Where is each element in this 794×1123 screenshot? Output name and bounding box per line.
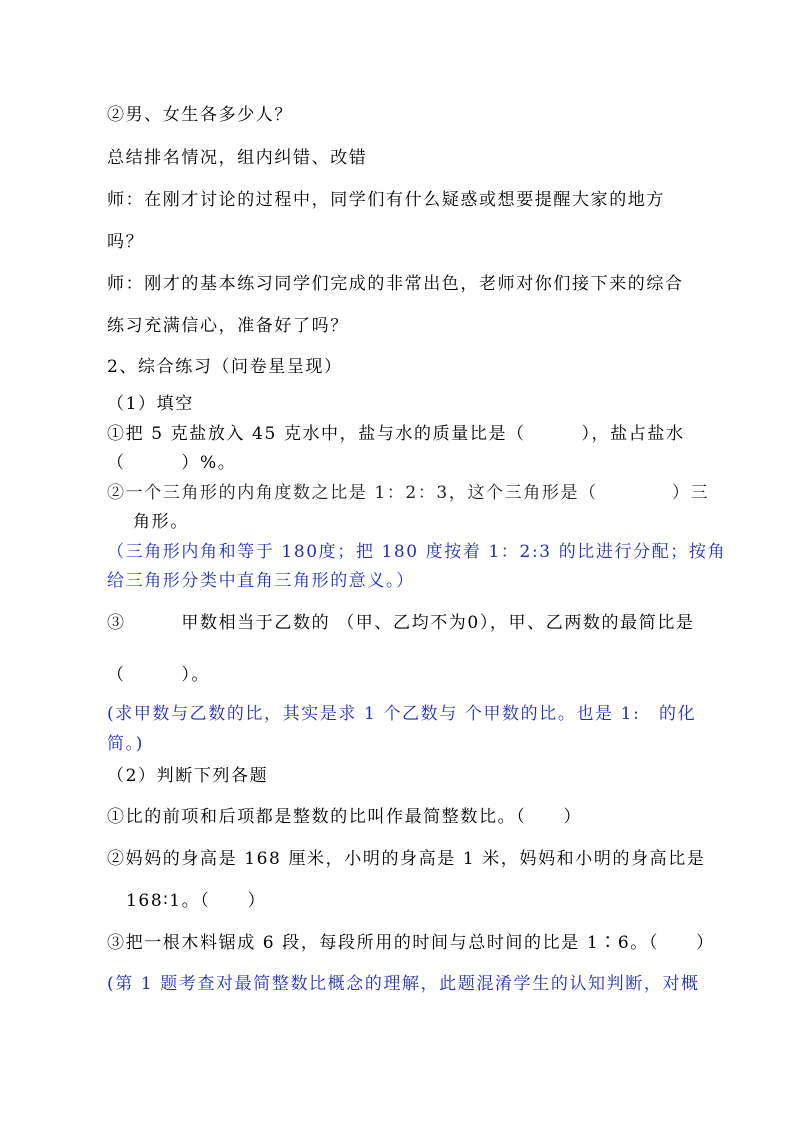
judge-q2-line2: 168∶1。（ ） [126,891,267,911]
fill-q3-line1: ③ 甲数相当于乙数的 （甲、乙均不为0），甲、乙两数的最简比是 [107,613,695,633]
note-q2-line2: 给三角形分类中直角三角形的意义。） [107,571,415,591]
fill-q1-line1: ①把 5 克盐放入 45 克水中，盐与水的质量比是（ ），盐占盐水 [107,424,685,444]
subsection-fill-blank: （1）填空 [107,394,194,414]
judge-q2-line1: ②妈妈的身高是 168 厘米，小明的身高是 1 米，妈妈和小明的身高比是 [107,849,706,869]
judge-q3: ③把一根木料锯成 6 段，每段所用的时间与总时间的比是 1∶6。（ ） [107,933,715,953]
teacher-line-1a: 师：在刚才讨论的过程中，同学们有什么疑惑或想要提醒大家的地方 [107,190,665,210]
section-heading-comprehensive: 2、综合练习（问卷星呈现） [107,357,343,377]
teacher-line-2b: 练习充满信心，准备好了吗？ [107,316,349,336]
fill-q2-line1: ②一个三角形的内角度数之比是 1：2：3，这个三角形是（ ）三 [107,483,710,503]
fill-q2-line2: 角形。 [133,512,189,532]
note-q3-line1: (求甲数与乙数的比，其实是求 1 个乙数与 个甲数的比。也是 1: 的化 [107,704,697,724]
teacher-line-2a: 师：刚才的基本练习同学们完成的非常出色，老师对你们接下来的综合 [107,274,684,294]
fill-q1-line2: （ ）%。 [107,453,237,473]
note-q3-line2: 简。) [107,734,144,754]
summary-line: 总结排名情况，组内纠错、改错 [107,148,368,168]
note-judge: (第 1 题考查对最简整数比概念的理解，此题混淆学生的认知判断，对概 [107,974,700,994]
question-boy-girl-count: ②男、女生各多少人？ [107,105,293,125]
fill-q3-line2: （ ）。 [107,665,211,685]
note-q2-line1: （三角形内角和等于 180度；把 180 度按着 1：2:3 的比进行分配；按角 [107,542,727,562]
judge-q1: ①比的前项和后项都是整数的比叫作最简整数比。（ ） [107,807,583,827]
teacher-line-1b: 吗？ [107,232,145,252]
subsection-judgement: （2）判断下列各题 [107,766,269,786]
